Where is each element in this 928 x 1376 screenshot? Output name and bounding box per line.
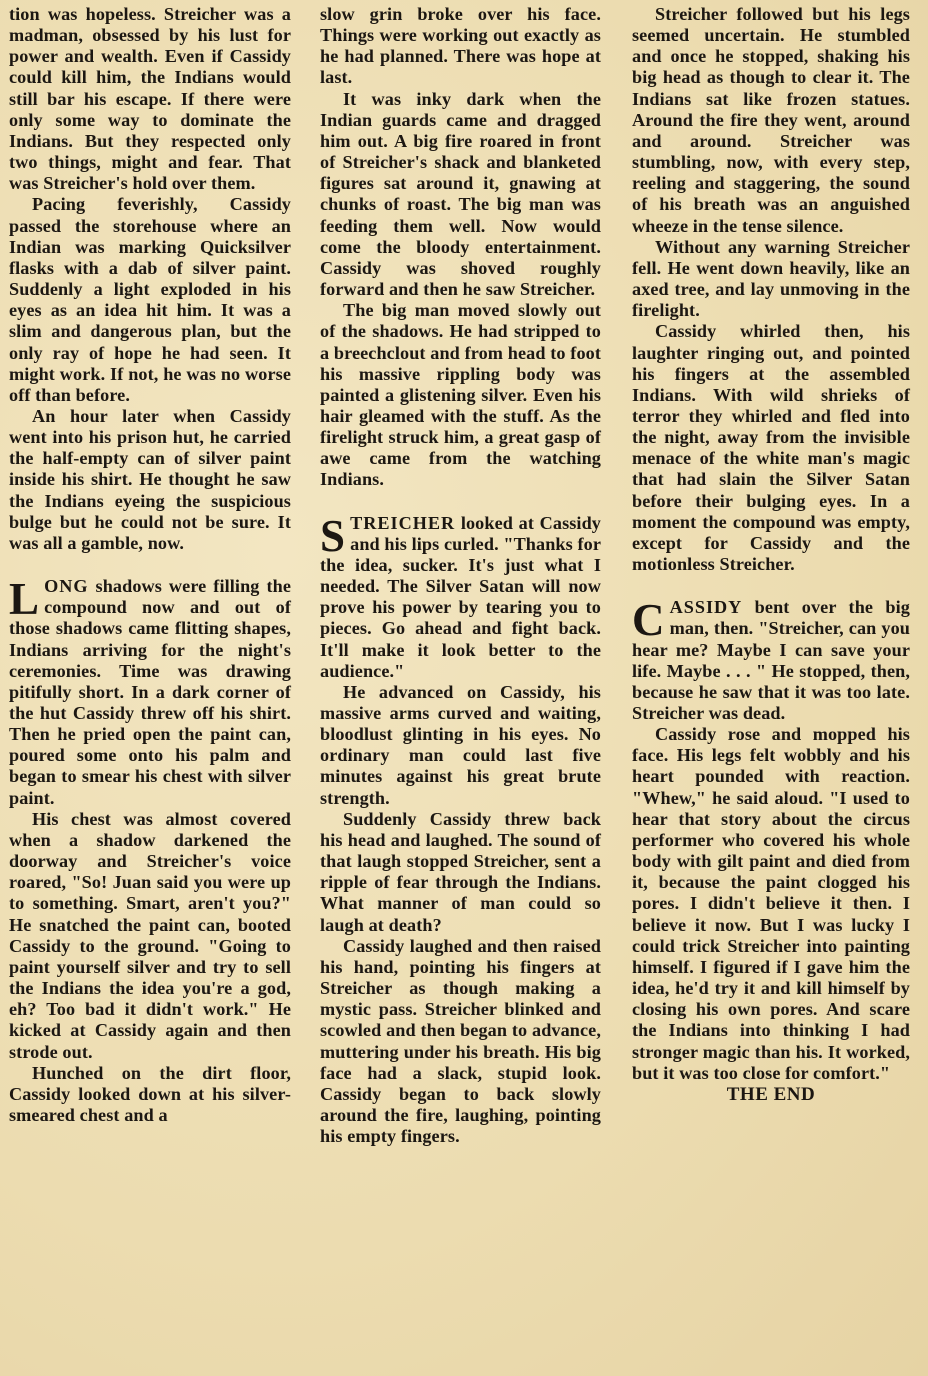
- paragraph-text: looked at Cassidy and his lips curled. "Thanks for the idea, sucker. It's just what I needed. The Silver Satan will now prove his power by tearing you to pieces. Go ahead and fight back. It'll make it look better to the audience.": [320, 512, 601, 681]
- paragraph: The big man moved slowly out of the shadows. He had stripped to a breechclout and from head to foot his massive rippling body was painted a glistening silver. Even his hair gleamed with the stuff. As the firelight struck him, a great gasp of awe came from the watching Indians.: [320, 300, 601, 490]
- section-opening-paragraph: [9, 576, 291, 809]
- paragraph: tion was hopeless. Streicher was a madman, obsessed by his lust for power and wealth. Even if Cassidy could kill him, the Indians would still bar his escape. If there were only some way to dominate the Indians. But they respected only two things, might and fear. That was Streicher's hold over them.: [9, 4, 291, 194]
- drop-cap: L: [9, 574, 40, 625]
- section-opening-paragraph: [632, 597, 910, 724]
- paragraph: Suddenly Cassidy threw back his head and laughed. The sound of that laugh stopped Streicher, sent a ripple of fear through the Indians. What manner of man could so laugh at death?: [320, 808, 601, 935]
- paragraph: Cassidy whirled then, his laughter ringing out, and pointed his fingers at the assembled Indians. With wild shrieks of terror they whirled and fled into the night, away from the invisible menace of the white man's magic that had slain the Silver Satan before their bulging eyes. In a moment the compound was empty, except for Cassidy and the motionless Streicher.: [632, 321, 910, 575]
- drop-cap: C: [632, 595, 665, 646]
- text-column-1: [9, 4, 291, 1126]
- section-opening-paragraph: [320, 510, 601, 682]
- text-column-3: [632, 4, 910, 1105]
- paragraph: Cassidy rose and mopped his face. His legs felt wobbly and his heart pounded with reaction. "Whew," he said aloud. "I used to hear that story about the circus performer who covered his whole body with gilt paint and died from it, because the paint clogged his pores. I didn't believe it then. I believe it now. But I was lucky I could trick Streicher into painting himself. I figured if I gave him the idea, he'd try it and kill himself by closing his own pores. And scare the Indians into thinking I had stronger magic than his. It worked, but it was too close for comfort.": [632, 724, 910, 1083]
- paragraph: It was inky dark when the Indian guards came and dragged him out. A big fire roared in front of Streicher's shack and blanketed figures sat around it, gnawing at chunks of roast. The big man was feeding them well. Now would come the bloody entertainment. Cassidy was shoved roughly forward and then he saw Streicher.: [320, 88, 601, 300]
- paragraph: An hour later when Cassidy went into his prison hut, he carried the half-empty can of silver paint inside his shirt. He thought he saw the Indians eyeing the suspicious bulge but he could not be sure. It was all a gamble, now.: [9, 405, 291, 553]
- paragraph: Without any warning Streicher fell. He went down heavily, like an axed tree, and lay unmoving in the firelight.: [632, 236, 910, 321]
- paragraph: slow grin broke over his face. Things were working out exactly as he had planned. There was hope at last.: [320, 4, 601, 88]
- paragraph: Streicher followed but his legs seemed uncertain. He stumbled and once he stopped, shaking his big head as though to clear it. The Indians sat like frozen statues. Around the fire they went, around and around. Streicher was stumbling, now, with every step, reeling and staggering, the sound of his breath was an anguished wheeze in the tense silence.: [632, 4, 910, 236]
- paragraph: Pacing feverishly, Cassidy passed the storehouse where an Indian was marking Quicksilver flasks with a dab of silver paint. Suddenly a light exploded in his eyes as an idea hit him. It was a slim and dangerous plan, but the only ray of hope he had seen. It might work. If not, he was no worse off than before.: [9, 194, 291, 405]
- paragraph: His chest was almost covered when a shadow darkened the doorway and Streicher's voice roared, "So! Juan said you were up to something. Smart, aren't you?" He snatched the paint can, booted Cassidy to the ground. "Going to paint yourself silver and try to sell the Indians the idea you're a god, eh? Too bad it didn't work." He kicked at Cassidy again and then strode out.: [9, 808, 291, 1062]
- drop-cap: S: [320, 510, 346, 561]
- paragraph: Hunched on the dirt floor, Cassidy looked down at his silver-smeared chest and a: [9, 1062, 291, 1125]
- small-caps-lead: TREICHER: [350, 512, 456, 533]
- paragraph-text: bent over the big man, then. "Streicher, can you hear me? Maybe I can save your life. Maybe . . . " He stopped, then, because he saw that it was too late. Streicher was dead.: [632, 597, 910, 723]
- the-end-label: THE END: [726, 1083, 816, 1105]
- paragraph: Cassidy laughed and then raised his hand, pointing his fingers at Streicher as though making a mystic pass. Streicher blinked and scowled and then began to advance, muttering under his breath. His big face had a slack, stupid look. Cassidy began to back slowly around the fire, laughing, pointing his empty fingers.: [320, 935, 601, 1147]
- text-column-2: [320, 4, 601, 1147]
- paragraph: He advanced on Cassidy, his massive arms curved and waiting, bloodlust glinting in his eyes. No ordinary man could last five minutes against his great brute strength.: [320, 681, 601, 808]
- paragraph-text: shadows were filling the compound now and out of those shadows came flitting shapes, Indians arriving for the night's ceremonies. Time was drawing pitifully short. In a dark corner of the hut Cassidy threw off his shirt. Then he pried open the paint can, poured some onto his palm and began to smear his chest with silver paint.: [9, 576, 291, 808]
- small-caps-lead: ONG: [44, 576, 89, 597]
- small-caps-lead: ASSIDY: [669, 597, 743, 618]
